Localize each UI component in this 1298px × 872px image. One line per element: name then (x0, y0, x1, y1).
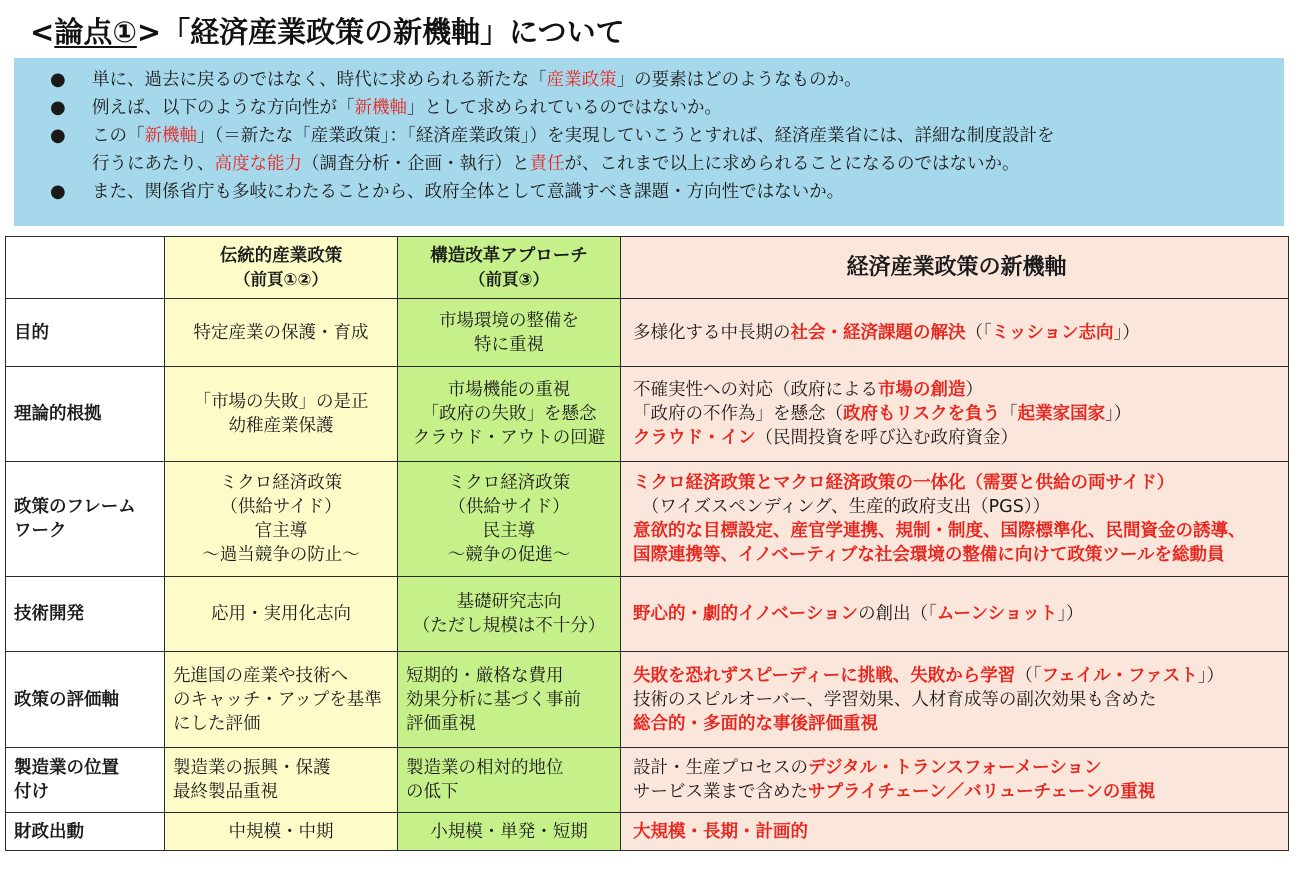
cell-text: 設計・生産プロセスの (633, 758, 808, 778)
cell-line: 製造業の相対的地位 (406, 758, 564, 778)
structural-cell (398, 299, 621, 367)
row-label-line: ワーク (14, 521, 67, 541)
row-label (6, 748, 165, 813)
cell-text: サービス業まで含めた (633, 782, 808, 802)
header-empty-cell (6, 237, 165, 299)
cell-line (633, 402, 1280, 426)
row-label-line: 政策の評価軸 (14, 689, 119, 710)
cell-line (633, 688, 1280, 712)
cell-text: （「 (965, 322, 992, 343)
table-row (6, 748, 1289, 813)
title-underlined: 論点① (54, 15, 137, 49)
cell-line: 短期的・厳格な費用 (406, 665, 564, 686)
cell-text: 」） (1197, 665, 1224, 686)
cell-line: （供給サイド） (220, 497, 342, 517)
new-axis-cell (621, 299, 1289, 367)
cell-line: ミクロ経済政策 (219, 473, 343, 493)
row-label (6, 367, 165, 462)
structural-cell (398, 462, 621, 577)
row-label-line: 付け (14, 782, 49, 802)
bullet-text: 行うにあたり、 (92, 154, 215, 174)
bullet-item (14, 178, 1284, 206)
row-label (6, 299, 165, 367)
bullet-box (14, 58, 1284, 226)
cell-line (633, 780, 1280, 804)
emphasis-text: 市場の創造 (878, 380, 966, 400)
cell-line (633, 426, 1280, 450)
cell-text: 」） (1057, 604, 1084, 624)
cell-line: 効果分析に基づく事前 (406, 689, 581, 710)
bullet-line (92, 94, 1284, 122)
cell-text: 「政府の不作為」を懸念（ (633, 404, 843, 424)
traditional-cell (165, 652, 398, 748)
bullet-text: 」（＝新たな「産業政策」：「経済産業政策」）を実現していこうとすれば、経済産業省には、詳細な制度設計を (197, 126, 1055, 146)
traditional-cell (165, 299, 398, 367)
table-row (6, 577, 1289, 652)
row-label-line: 製造業の位置 (14, 758, 119, 778)
structural-cell (398, 748, 621, 813)
cell-text: ） (965, 380, 983, 400)
bullet-item (14, 66, 1284, 94)
cell-line (633, 495, 1280, 519)
new-axis-cell (621, 462, 1289, 577)
row-label-line: 技術開発 (14, 604, 84, 624)
highlight-text: 新機軸 (144, 126, 197, 146)
cell-text: 」） (1113, 322, 1140, 343)
structural-cell (398, 813, 621, 851)
bullet-line (92, 66, 1284, 94)
cell-line: （ただし規模は不十分） (412, 616, 606, 636)
header-structural-title: 構造改革アプローチ (430, 245, 588, 266)
emphasis-text: 起業家国家 (1017, 404, 1106, 424)
new-axis-cell (621, 813, 1289, 851)
bullet-text: 単に、過去に戻るのではなく、時代に求められる新たな「 (92, 70, 547, 90)
highlight-text: 責任 (529, 154, 565, 174)
cell-line: にした評価 (173, 713, 261, 734)
cell-line: ～競争の促進～ (447, 545, 571, 565)
cell-line: 特に重視 (474, 334, 544, 355)
row-label-line: 目的 (14, 322, 49, 343)
cell-line: 小規模・単発・短期 (430, 821, 588, 842)
cell-line: 最終製品重視 (173, 782, 278, 802)
cell-line: 市場環境の整備を (439, 310, 579, 331)
emphasis-text: ムーンショット (936, 604, 1058, 624)
bullet-text: 」の要素はどのようなものか。 (616, 70, 862, 90)
highlight-text: 新機軸 (354, 98, 407, 118)
cell-text: 」） (1105, 404, 1132, 424)
title-rest: >「経済産業政策の新機軸」について (136, 15, 625, 49)
cell-line: ミクロ経済政策 (447, 473, 571, 493)
cell-text: （民間投資を呼び込む政府資金） (755, 428, 1018, 448)
bullet-dot-icon: ● (50, 69, 66, 90)
cell-line: 応用・実用化志向 (211, 604, 351, 624)
header-structural (398, 237, 621, 299)
cell-line (633, 712, 1280, 736)
cell-line: クラウド・アウトの回避 (412, 428, 606, 448)
cell-line: 「政府の失敗」を懸念 (421, 404, 597, 424)
header-traditional-title: 伝統的産業政策 (219, 245, 343, 266)
cell-line: の低下 (406, 782, 459, 802)
cell-line: 「市場の失敗」の是正 (193, 392, 369, 412)
bullet-item (14, 94, 1284, 122)
cell-line (633, 664, 1280, 688)
traditional-cell (165, 813, 398, 851)
structural-cell (398, 577, 621, 652)
cell-line: 幼稚産業保護 (228, 416, 334, 436)
bullet-item (14, 122, 1284, 178)
cell-line: 民主導 (482, 521, 536, 541)
bullet-dot-icon: ● (50, 181, 66, 202)
highlight-text: 産業政策 (546, 70, 617, 90)
cell-line (633, 543, 1280, 567)
row-label (6, 462, 165, 577)
bullet-line (92, 178, 1284, 206)
cell-line: （供給サイド） (448, 497, 570, 517)
new-axis-cell (621, 748, 1289, 813)
bullet-text: この「 (92, 126, 145, 146)
cell-text: 「 (1000, 404, 1018, 424)
cell-text: 不確実性への対応（政府による (633, 380, 878, 400)
bullet-text: また、関係省庁も多岐にわたることから、政府全体として意識すべき課題・方向性ではないか。 (92, 182, 845, 202)
bullet-line (92, 122, 1284, 150)
emphasis-text: 野心的・劇的イノベーション (633, 604, 859, 624)
cell-line (633, 519, 1280, 543)
emphasis-text: 政府もリスクを負う (843, 404, 1001, 424)
emphasis-text: 失敗を恐れずスピーディーに挑戦、失敗から学習 (633, 665, 1016, 686)
bullet-dot-icon: ● (50, 97, 66, 118)
emphasis-text: 社会・経済課題の解決 (790, 322, 966, 343)
cell-line (633, 756, 1280, 780)
new-axis-cell (621, 652, 1289, 748)
cell-line: 基礎研究志向 (456, 592, 562, 612)
header-traditional-ref: （前頁①②） (234, 269, 328, 289)
cell-text: （ワイズスペンディング、生産的政府支出（PGS）） (633, 497, 1051, 517)
cell-line: 特定産業の保護・育成 (193, 322, 369, 343)
cell-line: ～過当競争の防止～ (202, 545, 360, 565)
row-label (6, 652, 165, 748)
table-row (6, 813, 1289, 851)
cell-line (633, 321, 1280, 345)
emphasis-text: ミッション志向 (991, 322, 1114, 343)
emphasis-text: 意欲的な目標設定、産官学連携、規制・制度、国際標準化、民間資金の誘導、 (633, 521, 1246, 541)
cell-line: 中規模・中期 (228, 821, 334, 842)
traditional-cell (165, 367, 398, 462)
emphasis-text: 総合的・多面的な事後評価重視 (633, 713, 878, 734)
bullet-text: 」として求められているのではないか。 (407, 98, 722, 118)
table-row (6, 462, 1289, 577)
cell-text: 技術のスピルオーバー、学習効果、人材育成等の副次効果も含めた (633, 689, 1157, 710)
row-label-line: 理論的根拠 (14, 404, 102, 424)
table-header-row (6, 237, 1289, 299)
page-title (30, 10, 625, 50)
cell-line: のキャッチ・アップを基準 (173, 689, 382, 710)
cell-line: 製造業の振興・保護 (173, 758, 331, 778)
row-label-line: 政策のフレーム (14, 497, 136, 517)
cell-text: の創出（「 (858, 604, 937, 624)
traditional-cell (165, 462, 398, 577)
traditional-cell (165, 748, 398, 813)
emphasis-text: 国際連携等、イノベーティブな社会環境の整備に向けて政策ツールを総動員 (633, 545, 1225, 565)
header-structural-ref: （前頁③） (469, 269, 549, 289)
bullet-dot-icon: ● (50, 125, 66, 146)
cell-line: 評価重視 (406, 713, 476, 734)
structural-cell (398, 367, 621, 462)
header-new-axis: 経済産業政策の新機軸 (621, 237, 1289, 299)
row-label (6, 813, 165, 851)
emphasis-text: フェイル・ファスト (1041, 665, 1198, 686)
title-prefix: < (30, 15, 55, 49)
bullet-text: （調査分析・企画・執行）と (302, 154, 530, 174)
table-row (6, 652, 1289, 748)
emphasis-text: ミクロ経済政策とマクロ経済政策の一体化（需要と供給の両サイド） (633, 473, 1175, 493)
table-row (6, 299, 1289, 367)
bullet-text: が、これまで以上に求められることになるのではないか。 (564, 154, 1020, 174)
highlight-text: 高度な能力 (214, 154, 302, 174)
structural-cell (398, 652, 621, 748)
emphasis-text: デジタル・トランスフォーメーション (808, 758, 1102, 778)
row-label (6, 577, 165, 652)
cell-line (633, 602, 1280, 626)
cell-line (633, 378, 1280, 402)
cell-line: 市場機能の重視 (447, 380, 571, 400)
cell-text: （「 (1015, 665, 1042, 686)
header-traditional (165, 237, 398, 299)
emphasis-text: クラウド・イン (633, 428, 756, 448)
emphasis-text: サプライチェーン／バリューチェーンの重視 (808, 782, 1156, 802)
cell-line (633, 471, 1280, 495)
cell-line: 官主導 (254, 521, 308, 541)
bullet-text: 例えば、以下のような方向性が「 (92, 98, 355, 118)
emphasis-text: 大規模・長期・計画的 (633, 821, 808, 842)
table-row (6, 367, 1289, 462)
new-axis-cell (621, 367, 1289, 462)
new-axis-cell (621, 577, 1289, 652)
traditional-cell (165, 577, 398, 652)
bullet-line (92, 150, 1284, 178)
comparison-table (5, 236, 1289, 851)
row-label-line: 財政出動 (14, 821, 84, 842)
cell-line: 先進国の産業や技術へ (173, 665, 348, 686)
cell-line (633, 820, 1280, 844)
cell-text: 多様化する中長期の (633, 322, 791, 343)
